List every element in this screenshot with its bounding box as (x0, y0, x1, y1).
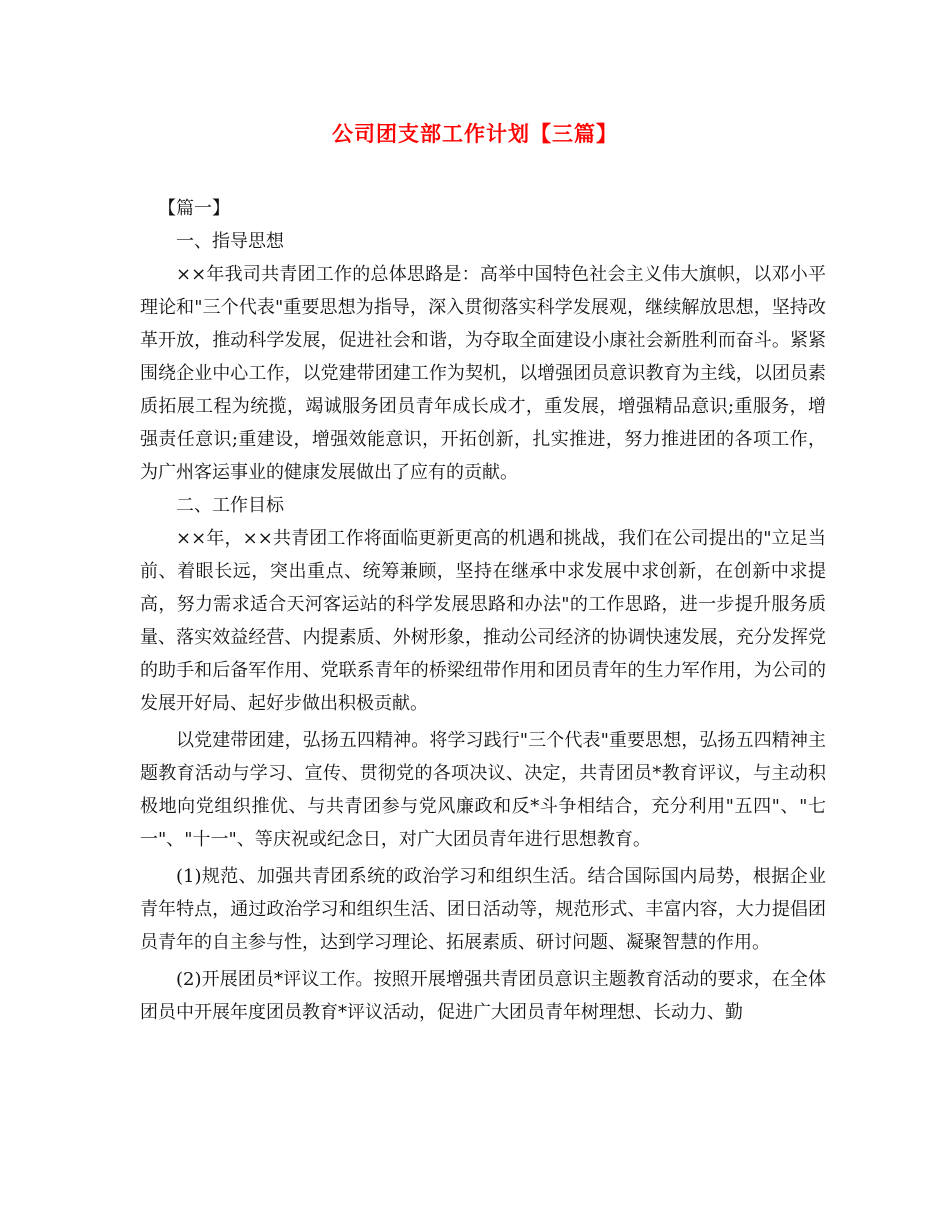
document-title: 公司团支部工作计划【三篇】 (332, 121, 618, 146)
body-paragraph: (2)开展团员*评议工作。按照开展增强共青团员意识主题教育活动的要求，在全体团员中开展年度团员教育*评议活动，促进广大团员青年树理想、长动力、勤 (140, 969, 826, 1023)
document-body (140, 192, 826, 1029)
body-paragraph: 以党建带团建，弘扬五四精神。将学习践行"三个代表"重要思想，弘扬五四精神主题教育活动与学习、宣传、贯彻党的各项决议、决定，共青团员*教育评议，与主动积极地向党组织推优、与共青团参与党风廉政和反*斗争相结合，充分利用"五四"、"七一"、"十一"、等庆祝或纪念日，对广大团员青年进行思想教育。 (140, 730, 826, 850)
subsection-heading: 一、指导思想 (176, 231, 284, 252)
body-paragraph: (1)规范、加强共青团系统的政治学习和组织生活。结合国际国内局势，根据企业青年特点，通过政治学习和组织生活、团日活动等，规范形式、丰富内容，大力提倡团员青年的自主参与性，达到学习理论、拓展素质、研讨问题、凝聚智慧的作用。 (140, 866, 826, 953)
body-paragraph: ××年，××共青团工作将面临更新更高的机遇和挑战，我们在公司提出的"立足当前、着眼长远，突出重点、统筹兼顾，坚持在继承中求发展中求创新，在创新中求提高，努力需求适合天河客运站的科学发展思路和办法"的工作思路，进一步提升服务质量、落实效益经营、内提素质、外树形象，推动公司经济的协调快速发展，充分发挥党的助手和后备军作用、党联系青年的桥梁纽带作用和团员青年的生力军作用，为公司的发展开好局、起好步做出积极贡献。 (140, 528, 826, 714)
body-paragraph: ××年我司共青团工作的总体思路是：高举中国特色社会主义伟大旗帜，以邓小平理论和"三个代表"重要思想为指导，深入贯彻落实科学发展观，继续解放思想，坚持改革开放，推动科学发展，促进社会和谐，为夺取全面建设小康社会新胜利而奋斗。紧紧围绕企业中心工作，以党建带团建工作为契机，以增强团员意识教育为主线，以团员素质拓展工程为统揽，竭诚服务团员青年成长成才，重发展，增强精品意识;重服务，增强责任意识;重建设，增强效能意识，开拓创新，扎实推进，努力推进团的各项工作，为广州客运事业的健康发展做出了应有的贡献。 (140, 264, 826, 483)
section-heading: 【篇一】 (158, 198, 230, 219)
subsection-heading: 二、工作目标 (176, 495, 284, 516)
